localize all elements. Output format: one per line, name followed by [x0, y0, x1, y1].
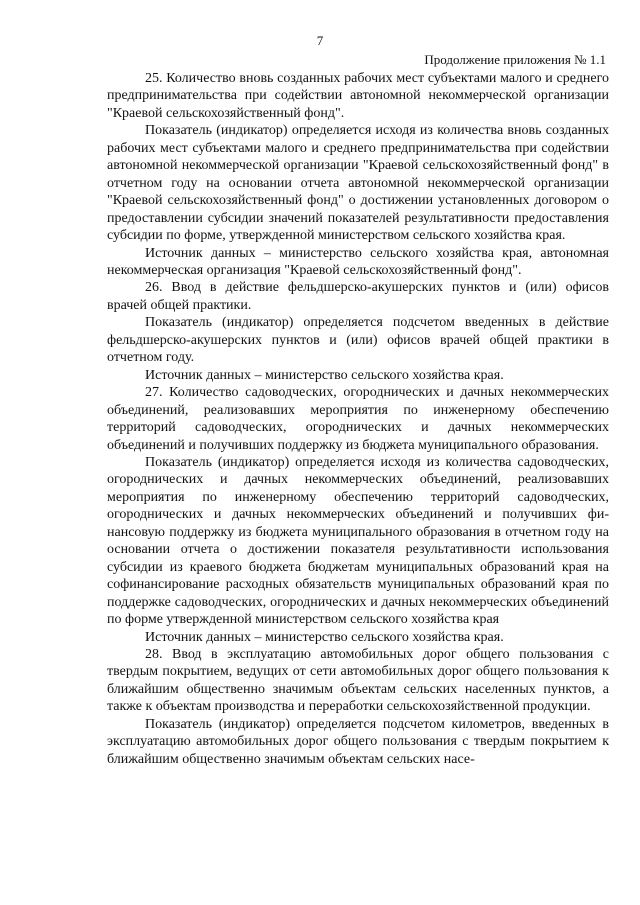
- paragraph-indicator-25-source: Источник данных – министерство сельского хозяйства края, автономная некоммерческая организация "Краевой сельскохозяйственный фонд".: [107, 245, 609, 278]
- paragraph-indicator-26-method: Показатель (индикатор) определяется подсчетом введенных в действие фельдшерско-акушерских пунктов и (или) офисов врачей общей практики в отчетном году.: [107, 315, 609, 366]
- document-body: [107, 70, 609, 768]
- paragraph-indicator-27-source: Источник данных – министерство сельского хозяйства края.: [145, 629, 504, 645]
- paragraph-indicator-25-method: Показатель (индикатор) определяется исходя из количества вновь созданных рабочих мест субъектами малого и среднего предпринимательства при содействии автономной некоммерческой организации "Краевой сельскохозяйственный фонд" в отчетном году на основании отчета автономной некоммерческой организации "Краевой сельскохозяйственный фонд" о достижении установленных договором о предоставлении субсидии значений показателей результативности предоставления субсидии по форме, утвержденной министерством сельского хозяйства края.: [107, 123, 609, 244]
- paragraph-indicator-26-source: Источник данных – министерство сельского хозяйства края.: [145, 367, 504, 383]
- paragraph-indicator-28-title: 28. Ввод в эксплуатацию автомобильных дорог общего пользования с твердым покрытием, ведущих от сети автомобильных дорог общего пользования к ближайшим общественно значимым объектам сельских населенных пунктов, а также к объектам производства и переработки сельскохозяйственной продукции.: [107, 646, 609, 715]
- paragraph-indicator-28-method: Показатель (индикатор) определяется подсчетом километров, введенных в эксплуатацию автомобильных дорог общего пользования с твердым покрытием к ближайшим общественно значимым объектам сельских насе-: [107, 716, 609, 767]
- paragraph-indicator-25-title: 25. Количество вновь созданных рабочих мест субъектами малого и среднего предпринимательства при содействии автономной некоммерческой организации "Краевой сельскохозяйственный фонд".: [107, 71, 609, 121]
- paragraph-indicator-27-method: Показатель (индикатор) определяется исходя из количества садоводческих, огороднических и дачных некоммерческих объединений, реализовавших мероприятия по инженерному обеспечению территорий садоводческих, огороднических и дачных некоммерческих объединений и получивших финансовую поддержку из бюджета муниципального образования в отчетном году на основании отчета о достижении показателя результативности использования субсидии из краевого бюджета бюджетам муниципальных образований края на софинансирование расходных обязательств муниципальных образований края по поддержке садоводческих, огороднических и дачных некоммерческих объединений по форме утвержденной министерством сельского хозяйства края: [107, 454, 609, 628]
- paragraph-indicator-27-title: 27. Количество садоводческих, огороднических и дачных некоммерческих объединений, реализовавших мероприятия по инженерному обеспечению территорий садоводческих, огороднических и дачных некоммерческих объединений и получивших поддержку из бюджета муниципального образования.: [107, 385, 609, 453]
- paragraph-indicator-26-title: 26. Ввод в действие фельдшерско-акушерских пунктов и (или) офисов врачей общей практики.: [107, 280, 609, 313]
- page-number: 7: [316, 33, 324, 48]
- appendix-continuation-note: Продолжение приложения № 1.1: [424, 52, 606, 67]
